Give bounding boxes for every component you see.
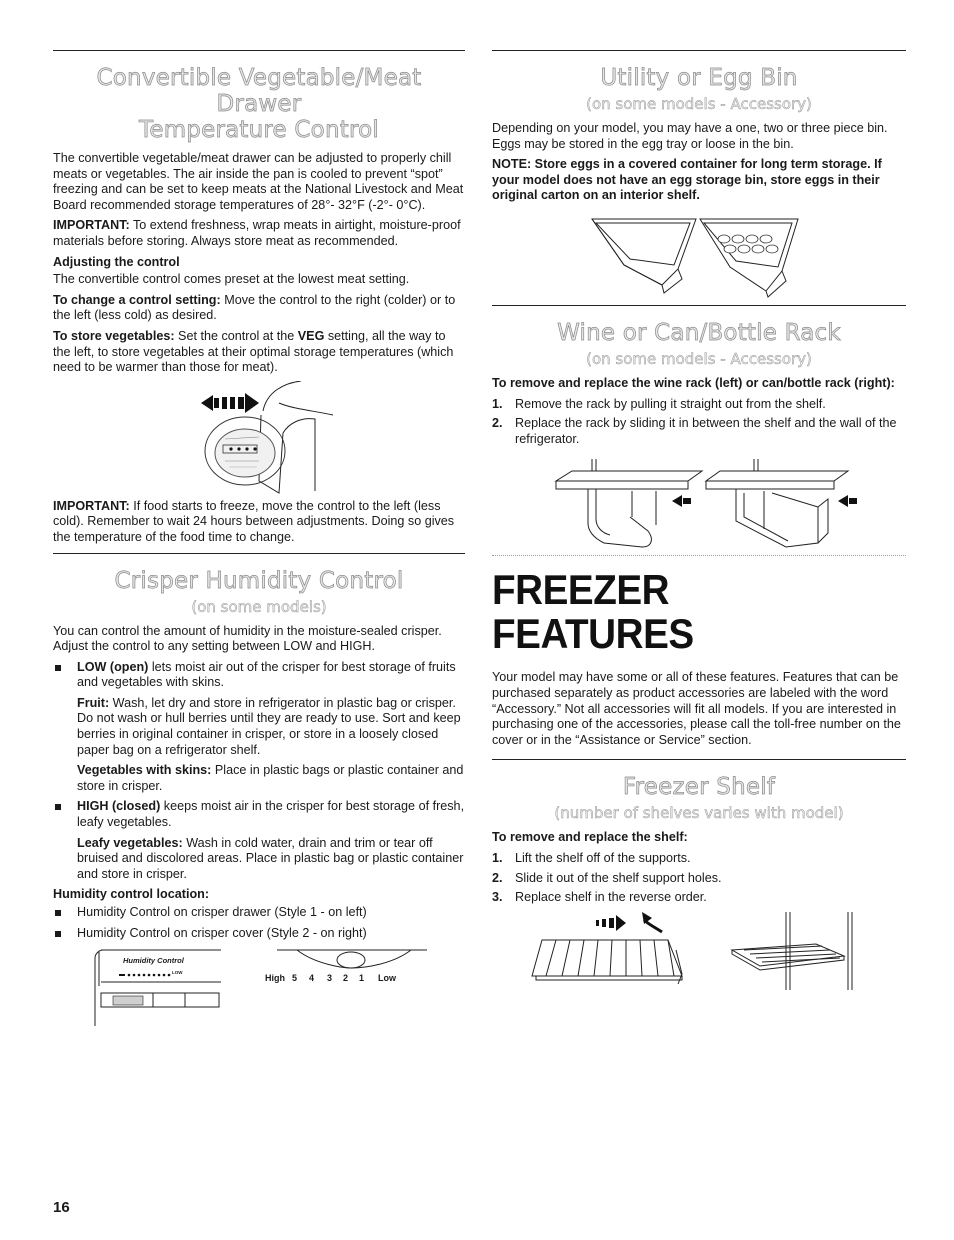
list-item — [492, 397, 906, 413]
list-item — [53, 660, 465, 691]
wine-steps — [492, 397, 906, 448]
egg-icon — [718, 235, 778, 253]
step-number: 2. — [492, 416, 503, 431]
lift-arrow-icon — [596, 912, 662, 932]
scale-high: High — [265, 973, 285, 984]
shelf-step: Slide it out of the shelf support holes. — [515, 870, 722, 885]
adjusting-text: The convertible control comes preset at the lowest meat setting. — [53, 272, 410, 287]
leafy-body: Wash in cold water, drain and trim or tear off bruised and discolored areas. Place in plastic bag or plastic container and store in crisper. — [77, 835, 464, 881]
humidity-dots — [119, 974, 170, 977]
location-heading: Humidity control location: — [53, 887, 210, 902]
list-item — [492, 851, 906, 867]
egg-bin-illustration — [492, 209, 906, 301]
drawer-title-line2: Temperature Control — [139, 117, 379, 143]
leafy-text — [53, 836, 465, 883]
pull-arrow-icon — [672, 495, 691, 507]
egg-subtitle: (on some models - Accessory) — [586, 95, 812, 113]
left-column — [53, 50, 465, 1028]
list-item — [492, 871, 906, 887]
freezer-shelf-drawing — [492, 910, 906, 990]
humidity-scale — [265, 973, 396, 983]
adjusting-heading: Adjusting the control — [53, 254, 180, 269]
square-bullet-icon — [55, 804, 61, 810]
wine-subtitle: (on some models - Accessory) — [586, 349, 812, 368]
freezer-intro: Your model may have some or all of these features. Features that can be purchased separately as product accessories are labeled with the word “Accessory.” Not all accessories will fit all models. If you are interested in purchasing one of the accessories, please call the toll-free number on the cover or in the “Assistance or Service” section. — [492, 670, 901, 747]
square-bullet-icon — [55, 910, 61, 916]
egg-title: Utility or Egg Bin — [600, 65, 798, 91]
list-item — [53, 905, 465, 921]
low-text: lets moist air out of the crisper for best storage of fruits and vegetables with skins. — [77, 659, 456, 690]
drawer-intro: The convertible vegetable/meat drawer can be adjusted to properly chill meats or vegetables. The air inside the pan is cooled to prevent “spot” freezing and can be set to keep meats at the National Livestock and Meat Board recommended storage temperatures of 28°- 32°F (-2°- 0°C). — [53, 151, 464, 212]
change-setting — [53, 293, 465, 324]
wine-heading: To remove and replace the wine rack (left) or can/bottle rack (right): — [492, 375, 895, 390]
scale-3: 3 — [327, 973, 333, 984]
skins-text — [53, 763, 465, 794]
leafy-label: Leafy vegetables: — [77, 835, 183, 850]
square-bullet-icon — [55, 665, 61, 671]
crisper-settings-list — [53, 660, 465, 691]
humidity-control-figures — [53, 946, 465, 1028]
freezer-shelf-illustration — [492, 910, 906, 990]
high-text: keeps moist air in the crisper for best storage of fresh, leafy vegetables. — [77, 799, 465, 830]
scale-4: 4 — [309, 973, 315, 984]
veg-label: To store vegetables: — [53, 328, 175, 343]
step-number: 3. — [492, 890, 503, 905]
fruit-text — [53, 696, 465, 758]
crisper-intro: You can control the amount of humidity in the moisture-sealed crisper. Adjust the control to any setting between LOW and HIGH. — [53, 623, 442, 654]
shelf-step: Lift the shelf off of the supports. — [515, 850, 691, 865]
shelf-steps — [492, 851, 906, 906]
location-item: Humidity Control on crisper drawer (Style 1 - on left) — [77, 905, 367, 919]
drawer-important-2 — [53, 499, 465, 546]
low-label: LOW (open) — [77, 659, 149, 674]
step-number: 2. — [492, 870, 503, 885]
change-text: Move the control to the right (colder) or to the left (less cold) as desired. — [53, 292, 456, 323]
skins-body: Place in plastic bags or plastic container and store in crisper. — [77, 763, 464, 793]
freezer-features-title: FREEZER FEATURES — [492, 566, 694, 658]
crisper-title: Crisper Humidity Control — [114, 567, 404, 594]
wine-title: Wine or Can/Bottle Rack — [557, 319, 841, 346]
high-label: HIGH (closed) — [77, 799, 161, 814]
list-item — [492, 890, 906, 906]
drawer-control-drawing — [53, 381, 465, 499]
veg-text-a: Set the control at the — [174, 328, 298, 343]
drawer-important — [53, 218, 465, 249]
step-number: 1. — [492, 850, 503, 865]
right-column — [492, 50, 906, 990]
slide-arrow-icon — [201, 393, 259, 413]
scale-low: Low — [378, 973, 396, 984]
important2-label: IMPORTANT: — [53, 498, 130, 513]
step-number: 1. — [492, 396, 503, 411]
square-bullet-icon — [55, 931, 61, 937]
shelf-subtitle: (number of shelves varies with model) — [554, 804, 844, 823]
shelf-heading: To remove and replace the shelf: — [492, 830, 688, 845]
shelf-title: Freezer Shelf — [622, 774, 776, 801]
change-label: To change a control setting: — [53, 292, 221, 307]
humidity-control-drawing — [53, 946, 465, 1028]
wine-step: Remove the rack by pulling it straight out from the shelf. — [515, 396, 826, 411]
important2-text: If food starts to freeze, move the control to the left (less cold). Remember to wait 24 hours between adjustments. Doing so gives the temperature of the food time to change. — [53, 498, 455, 544]
humidity-low-small: LOW — [172, 970, 183, 976]
drawer-title-line1: Convertible Vegetable/Meat Drawer — [96, 65, 422, 117]
store-vegetables — [53, 329, 465, 376]
wine-rack-drawing — [492, 451, 906, 555]
veg-word: VEG — [297, 328, 325, 343]
scale-5: 5 — [292, 973, 298, 984]
wine-step: Replace the rack by sliding it in between the shelf and the wall of the refrigerator. — [515, 416, 897, 446]
wine-rack-illustration — [492, 451, 906, 555]
egg-intro: Depending on your model, you may have a one, two or three piece bin. Eggs may be stored in the egg tray or loose in the bin. — [492, 121, 888, 151]
list-item — [53, 926, 465, 942]
location-item: Humidity Control on crisper cover (Style 2 - on right) — [77, 925, 367, 940]
shelf-step: Replace shelf in the reverse order. — [515, 890, 707, 905]
veg-text-b: setting, all the way to the left, to store vegetables at their optimal storage temperatures (which need to be warmer than those for meat). — [53, 328, 454, 375]
list-item — [492, 416, 906, 447]
egg-bin-drawing — [492, 209, 906, 301]
crisper-subtitle: (on some models) — [191, 597, 327, 616]
list-item — [53, 799, 465, 830]
skins-label: Vegetables with skins: — [77, 763, 212, 778]
scale-2: 2 — [343, 973, 349, 984]
crisper-settings-list-2 — [53, 799, 465, 830]
important-text: To extend freshness, wrap meats in airtight, moisture-proof materials before storing. Always store meat as recommended. — [53, 218, 461, 248]
location-list — [53, 905, 465, 941]
pull-arrow-icon — [838, 495, 857, 507]
fruit-body: Wash, let dry and store in refrigerator in plastic bag or crisper. Do not wash or hull berries until they are ready to use. Sort and keep berries in original container in crisper, or store in a loosely closed paper bag on a refrigerator shelf. — [77, 695, 461, 757]
drawer-control-illustration — [53, 381, 465, 499]
important-label: IMPORTANT: — [53, 218, 130, 233]
fruit-label: Fruit: — [77, 695, 110, 710]
scale-1: 1 — [359, 973, 365, 984]
page-number: 16 — [53, 1199, 70, 1216]
egg-note: NOTE: Store eggs in a covered container for long term storage. If your model does not have an egg storage bin, store eggs in their original carton on an interior shelf. — [492, 157, 882, 203]
humidity-label: Humidity Control — [123, 956, 184, 966]
